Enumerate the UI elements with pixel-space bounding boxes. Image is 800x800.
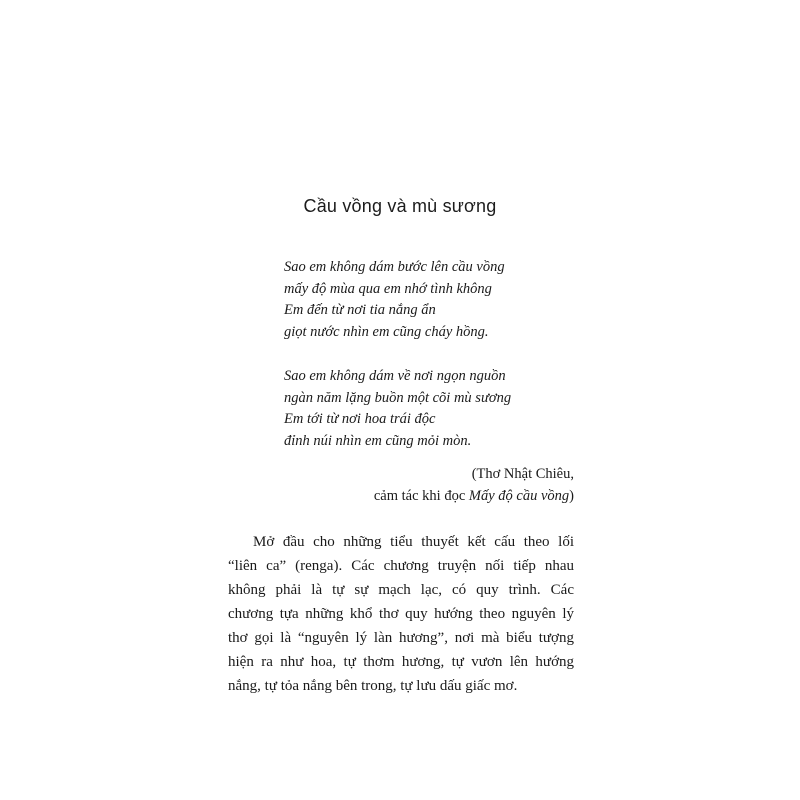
paragraph-line: “liên ca” (renga). Các chương truyện nối tiếp nhau <box>228 558 574 574</box>
poem-line: đỉnh núi nhìn em cũng mỏi mòn. <box>284 432 472 449</box>
poem-stanza-1 <box>284 257 505 343</box>
attribution-suffix: ) <box>569 488 574 504</box>
attribution-line-1: (Thơ Nhật Chiêu, <box>471 466 574 482</box>
poem-line: ngàn năm lặng buồn một cõi mù sương <box>284 389 512 406</box>
paragraph-line: nắng, tự tỏa nắng bên trong, tự lưu dấu giấc mơ. <box>228 678 518 694</box>
poem-line: Em đến từ nơi tia nắng ẩn <box>284 302 436 318</box>
attribution-prefix: cảm tác khi đọc <box>373 488 469 504</box>
poem-line: Em tới từ nơi hoa trái độc <box>284 411 436 427</box>
poem-line: Sao em không dám bước lên cầu vồng <box>284 259 505 275</box>
paragraph-line: Mở đầu cho những tiểu thuyết kết cấu theo lối <box>253 534 574 550</box>
paragraph-line: không phải là tự sự mạch lạc, có quy trình. Các <box>228 582 574 598</box>
poem-line: giọt nước nhìn em cũng cháy hồng. <box>284 323 489 340</box>
paragraph-line: chương tựa những khổ thơ quy hướng theo nguyên lý <box>228 606 574 622</box>
attribution-book-title: Mấy độ cầu vồng <box>468 488 570 504</box>
poem-line: Sao em không dám về nơi ngọn nguồn <box>284 368 506 384</box>
chapter-title: Cầu vồng và mù sương <box>303 196 497 216</box>
poem-attribution <box>374 463 574 507</box>
poem-line: mấy độ mùa qua em nhớ tình không <box>284 280 492 297</box>
paragraph-line: thơ gọi là “nguyên lý làn hương”, nơi mà biểu tượng <box>228 630 574 646</box>
attribution-line-2 <box>374 485 574 507</box>
poem-stanza-2 <box>284 366 511 452</box>
paragraph-line: hiện ra như hoa, tự thơm hương, tự vươn lên hướng <box>228 654 574 670</box>
body-paragraph <box>228 530 574 698</box>
